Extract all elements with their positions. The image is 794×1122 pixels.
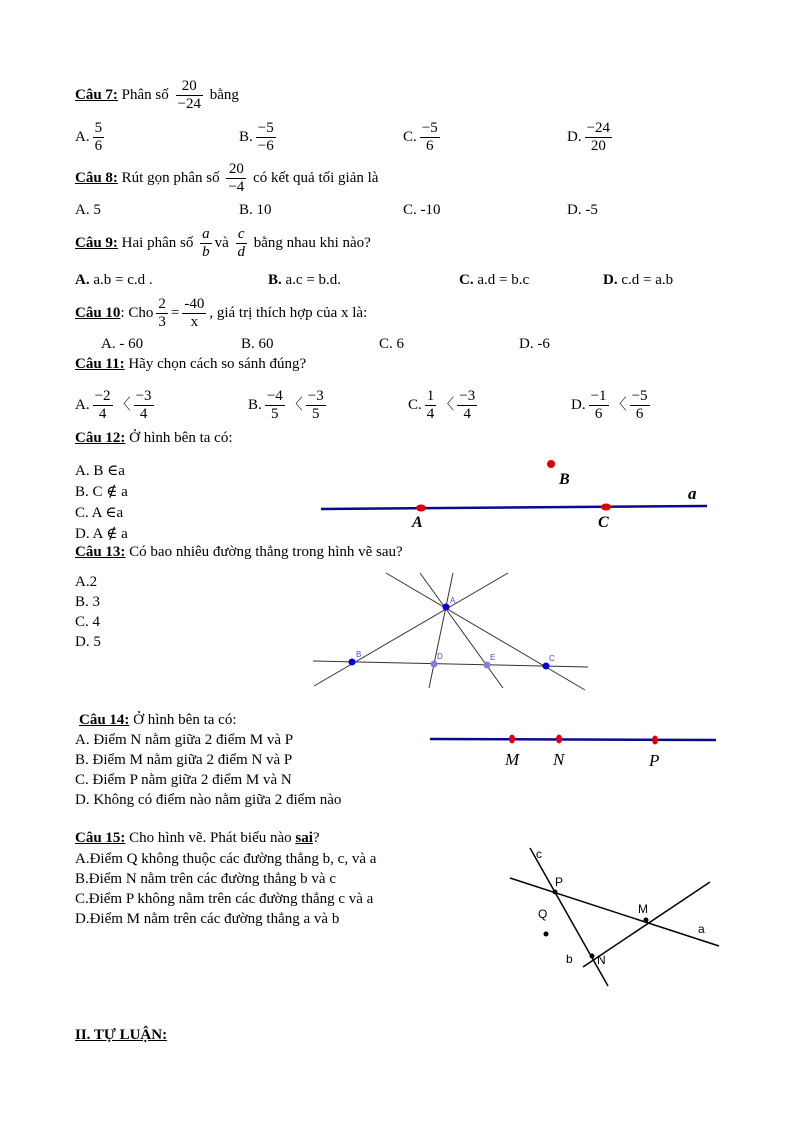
q9-fraction-1: $\frac{a}{b}$	[202, 226, 210, 260]
q11-option-d[interactable]: D. $\frac{-1}{6}$ 〈 $\frac{-5}{6}$	[571, 388, 648, 422]
q13-option-c[interactable]: C. 4	[75, 614, 101, 630]
q14-option-c[interactable]: C. Điểm P nằm giữa 2 điểm M và N	[75, 772, 292, 788]
q8-option-a[interactable]: A. 5	[75, 202, 101, 218]
q9-mid: và	[214, 234, 229, 251]
q13-label-b: B	[356, 650, 362, 659]
q14-label-n: N	[553, 750, 565, 769]
q13-label-e: E	[490, 653, 496, 662]
q11-option-a[interactable]: A. $\frac{-2}{4}$ 〈 $\frac{-3}{4}$	[75, 388, 152, 422]
q9-fraction-2: $\frac{c}{d}$	[237, 226, 245, 260]
q15-label: Câu 15:	[75, 830, 126, 846]
q8-label: Câu 8:	[75, 169, 118, 186]
q14-label: Câu 14:	[79, 712, 130, 728]
q15-label-n: N	[597, 953, 606, 967]
q14-label-p: P	[649, 751, 660, 770]
q8-option-b[interactable]: B. 10	[239, 202, 272, 218]
q13-option-a[interactable]: A.2	[75, 574, 98, 590]
q15-key: sai	[295, 830, 313, 846]
q7-tail: bằng	[209, 86, 239, 103]
q7-option-c[interactable]: C. $\frac{-5}{6}$	[403, 120, 438, 154]
q10-label: Câu 10	[75, 304, 121, 321]
q13-option-d[interactable]: D. 5	[75, 634, 101, 650]
q15-label-m: M	[638, 902, 648, 916]
q15-label-p: P	[555, 875, 564, 889]
q11-label: Câu 11:	[75, 356, 125, 372]
q12-text: Ở hình bên ta có:	[129, 430, 233, 446]
q10-tail: , giá trị thích hợp của x là:	[209, 304, 368, 321]
q7-fraction: $\frac{20}{-24}$	[177, 78, 201, 112]
q14-option-a[interactable]: A. Điểm N nằm giữa 2 điểm M và P	[75, 732, 294, 748]
q10-fraction-1: $\frac{2}{3}$	[158, 296, 166, 330]
q12-label: Câu 12:	[75, 430, 126, 446]
q10-stem: Câu 10: Cho $\frac{2}{3}$ = $\frac{-40}{x}$ , giá trị thích hợp của x là:	[75, 296, 368, 330]
q12-label-a: A	[412, 514, 423, 531]
q10-option-b[interactable]: B. 60	[241, 336, 274, 352]
q7-label: Câu 7:	[75, 86, 118, 103]
q15-text: Cho hình vẽ. Phát biểu nào	[129, 830, 292, 846]
q14-option-b[interactable]: B. Điểm M nằm giữa 2 điểm N và P	[75, 752, 293, 768]
q15-label-b: b	[566, 952, 573, 966]
q12-option-d[interactable]: D. A ∉ a	[75, 526, 128, 542]
q9-text: Hai phân số	[121, 234, 194, 251]
q12-label-c: C	[598, 514, 609, 531]
q12-option-b[interactable]: B. C ∉ a	[75, 484, 128, 500]
q7-option-b[interactable]: B. $\frac{-5}{-6}$	[239, 120, 274, 154]
q8-option-c[interactable]: C. -10	[403, 202, 441, 218]
q15-point-n	[590, 954, 595, 959]
q7-text: Phân số	[121, 86, 169, 103]
q15-option-a[interactable]: A.Điểm Q không thuộc các đường thẳng b, c, và a	[75, 851, 377, 867]
q15-point-q	[544, 932, 549, 937]
q11-option-b[interactable]: B. $\frac{-4}{5}$ 〈 $\frac{-3}{5}$	[248, 388, 324, 422]
section-heading: II. TỰ LUẬN:	[75, 1027, 168, 1043]
q13-label: Câu 13:	[75, 544, 126, 560]
q9-tail: bằng nhau khi nào?	[253, 234, 371, 251]
q9-option-a[interactable]: A. a.b = c.d .	[75, 272, 153, 288]
q14-text: Ở hình bên ta có:	[133, 712, 237, 728]
q12-label-b: B	[559, 471, 570, 488]
q13-label-d: D	[437, 652, 443, 661]
q8-fraction: $\frac{20}{-4}$	[228, 161, 245, 195]
q8-text: Rút gọn phân số	[121, 169, 220, 186]
q10-option-d[interactable]: D. -6	[519, 336, 550, 352]
q9-option-d[interactable]: D. c.d = a.b	[603, 272, 674, 288]
q13-option-b[interactable]: B. 3	[75, 594, 101, 610]
q8-tail: có kết quả tối giản là	[253, 169, 379, 186]
q15-label-q: Q	[538, 907, 548, 921]
q15-label-a: a	[698, 922, 705, 936]
q9-option-b[interactable]: B. a.c = b.d.	[268, 272, 342, 288]
q13-text: Có bao nhiêu đường thẳng trong hình vẽ sau?	[129, 544, 403, 560]
q7-option-a[interactable]: A. $\frac{5}{6}$	[75, 120, 103, 154]
q15-point-p	[553, 890, 558, 895]
q13-label-a: A	[450, 596, 456, 605]
q8-option-d[interactable]: D. -5	[567, 202, 598, 218]
q13-label-c: C	[549, 654, 555, 663]
q9-label: Câu 9:	[75, 234, 118, 251]
q15-option-b[interactable]: B.Điểm N nằm trên các đường thẳng b và c	[75, 871, 336, 887]
q12-label-line-a: a	[688, 484, 697, 503]
q11-text: Hãy chọn cách so sánh đúng?	[128, 356, 307, 372]
q10-option-c[interactable]: C. 6	[379, 336, 405, 352]
q10-fraction-2: $\frac{-40}{x}$	[184, 296, 205, 330]
q12-option-a[interactable]: A. B ∈a	[75, 463, 125, 479]
q15-option-d[interactable]: D.Điểm M nằm trên các đường thẳng a và b	[75, 911, 340, 927]
q10-option-a[interactable]: A. - 60	[101, 336, 144, 352]
q9-option-c[interactable]: C. a.d = b.c	[459, 272, 530, 288]
q12-option-c[interactable]: C. A ∈a	[75, 505, 124, 521]
q15-option-c[interactable]: C.Điểm P không nằm trên các đường thẳng c và a	[75, 891, 374, 907]
q15-stem: Câu 15: Cho hình vẽ. Phát biểu nào sai?	[75, 830, 320, 846]
q14-option-d[interactable]: D. Không có điểm nào nằm giữa 2 điểm nào	[75, 792, 342, 808]
q7-option-d[interactable]: D. $\frac{-24}{20}$	[567, 120, 611, 154]
q15-point-m	[644, 918, 649, 923]
q15-label-c: c	[536, 847, 542, 861]
q11-option-c[interactable]: C. $\frac{1}{4}$ 〈 $\frac{-3}{4}$	[408, 388, 476, 422]
q14-label-m: M	[505, 750, 520, 769]
q10-text: Cho	[128, 304, 154, 321]
